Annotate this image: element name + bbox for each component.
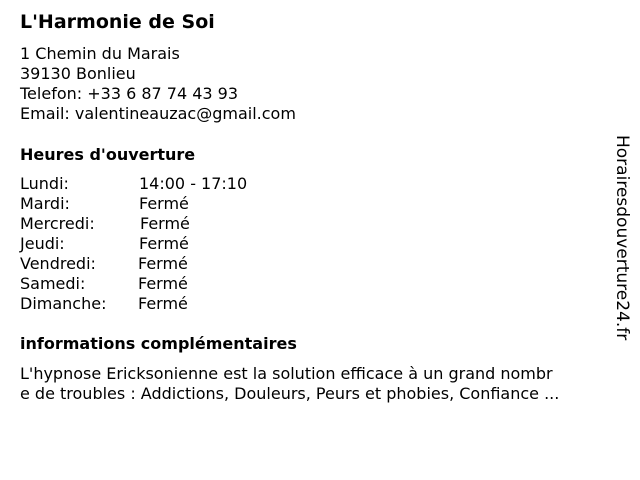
hours-row-friday [20, 254, 320, 274]
day-label: Samedi: [20, 274, 86, 293]
info-line-1: L'hypnose Ericksonienne est la solution efficace à un grand nombr [20, 364, 553, 383]
opening-hours-list [20, 174, 320, 314]
day-label: Jeudi: [20, 234, 65, 253]
day-label: Vendredi: [20, 254, 96, 273]
business-name: L'Harmonie de Soi [20, 11, 215, 33]
hours-row-sunday [20, 294, 320, 314]
hours-row-monday [20, 174, 320, 194]
day-label: Mercredi: [20, 214, 95, 233]
time-value: Fermé [140, 214, 190, 233]
hours-row-tuesday [20, 194, 320, 214]
hours-heading: Heures d'ouverture [20, 145, 196, 164]
address-line-1: 1 Chemin du Marais [20, 44, 180, 63]
time-value: Fermé [139, 234, 189, 253]
day-label: Lundi: [20, 174, 69, 193]
info-heading: informations complémentaires [20, 334, 297, 353]
info-line-2: e de troubles : Addictions, Douleurs, Peurs et phobies, Confiance ... [20, 384, 560, 403]
email-address: Email: valentineauzac@gmail.com [20, 104, 296, 123]
hours-row-wednesday [20, 214, 320, 234]
site-watermark: Horairesdouverture24.fr [612, 135, 632, 341]
phone-number: Telefon: +33 6 87 74 43 93 [20, 84, 239, 103]
time-value: 14:00 - 17:10 [139, 174, 248, 193]
time-value: Fermé [139, 194, 189, 213]
hours-row-saturday [20, 274, 320, 294]
hours-row-thursday [20, 234, 320, 254]
contact-block [20, 44, 296, 124]
time-value: Fermé [138, 294, 188, 313]
info-description [20, 364, 559, 404]
time-value: Fermé [138, 274, 188, 293]
day-label: Mardi: [20, 194, 70, 213]
time-value: Fermé [138, 254, 188, 273]
address-line-2: 39130 Bonlieu [20, 64, 136, 83]
day-label: Dimanche: [20, 294, 107, 313]
